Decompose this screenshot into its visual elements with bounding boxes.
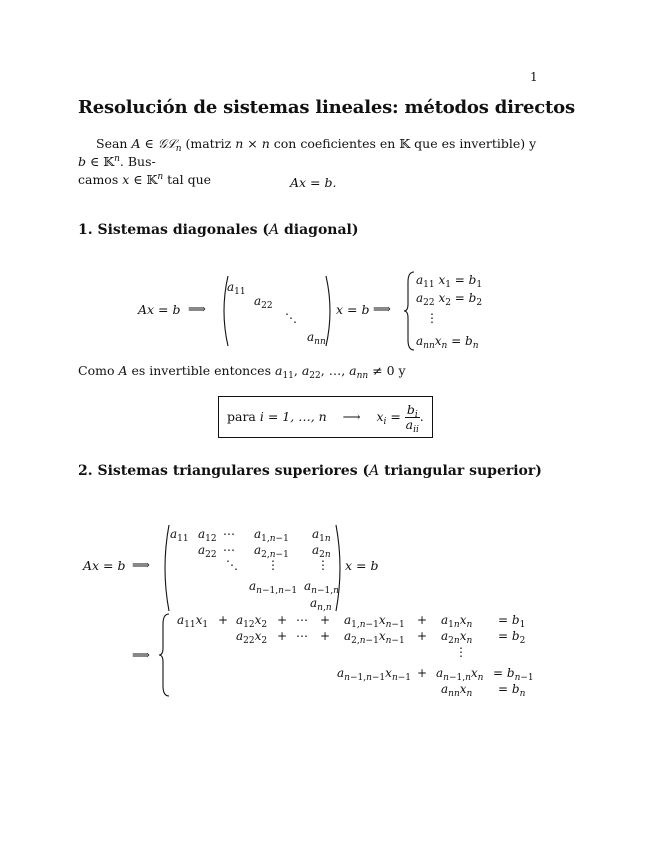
tri-rhs: x = b	[345, 558, 379, 573]
page-title: Resolución de sistemas lineales: métodos directos	[78, 97, 575, 118]
main-equation: Ax = b.	[290, 175, 337, 190]
tri-hdots-2: ⋯	[223, 543, 235, 557]
diag-ddots: ⋱	[285, 311, 297, 325]
diag-ann: $a_{nn}$	[307, 330, 326, 347]
tri-ann: $a_{n,n}$	[310, 596, 332, 613]
word-invertible: es invertible entonces	[131, 363, 271, 378]
diag-rhs: x = b	[336, 302, 370, 317]
sys-r2-p2: +	[277, 629, 288, 643]
word-bus: . Bus-	[119, 154, 156, 169]
tri-a11: $a_{11}$	[170, 527, 189, 544]
word-que-es: que es invertible) y	[414, 136, 537, 151]
box-num: b	[406, 402, 415, 417]
field-symbol: 𝕂	[399, 136, 411, 151]
tri-an1n: $a_{n-1,n}$	[304, 579, 339, 596]
sys-r1-t1: $a_{11}x_1$	[177, 613, 209, 630]
tri-a2n: $a_{2n}$	[312, 543, 331, 560]
tri-ddots: ⋱	[226, 558, 238, 572]
sys-r1-dots: ⋯	[296, 613, 308, 627]
section-1-title-b: diagonal)	[279, 222, 359, 238]
sys-r2-eq: = $b_2$	[498, 629, 526, 646]
section-2-title-var: A	[369, 463, 380, 479]
sys-r1-eq-sign: =	[498, 613, 509, 627]
sys-r1-eq: = $b_1$	[498, 613, 526, 630]
box-den: a	[405, 417, 414, 432]
sys-r2-t2: $a_{22}x_2$	[236, 629, 268, 646]
sys-r1-p2: +	[277, 613, 288, 627]
tri-matrix-right-paren	[334, 525, 344, 611]
sys-r2-eq-sign: =	[498, 629, 509, 643]
word-coef: con coeficientes en	[273, 136, 396, 151]
sys-r3-vdots: ⋮	[455, 645, 467, 659]
sys-r1-t2: $a_{12}x_2$	[236, 613, 268, 630]
page-number: 1	[530, 70, 538, 84]
tri-implies-1: ⟹	[132, 557, 150, 572]
section-1-heading	[78, 222, 358, 238]
section-1-title-a: 1. Sistemas diagonales (	[78, 222, 269, 238]
solution-box: para i = 1, …, n ⟶ $x_i$ = $\frac{b_i}{a_{ii}}$ .	[218, 396, 433, 438]
diag-eq-2: $a_{22}$ $x_2 = b_2$	[416, 291, 483, 308]
diag-vdots: ⋮	[426, 311, 438, 325]
section-2-heading	[78, 463, 542, 479]
diag-system-brace	[406, 272, 416, 350]
diag-implies-2: ⟹	[373, 301, 391, 316]
tri-an1n1: $a_{n-1,n-1}$	[249, 579, 298, 596]
sys-r2-p3: +	[320, 629, 331, 643]
tri-a2n1: $a_{2,n-1}$	[254, 543, 289, 560]
word-tal-que: tal que	[167, 172, 212, 187]
tri-a1n: $a_{1n}$	[312, 527, 331, 544]
diag-eq-1: $a_{11}$ $x_1 = b_1$	[416, 273, 483, 290]
diag-implies-1: ⟹	[188, 301, 206, 316]
sys-r4-eq: = $b_{n-1}$	[493, 666, 534, 683]
box-xi: x	[376, 409, 384, 424]
diag-eq-n: $a_{nn}x_n = b_n$	[416, 334, 479, 351]
como-line: Como A es invertible entonces $a_{11}$, $a_{22}$, …, $a_{nn} \ne 0$ y	[78, 363, 406, 381]
word-matriz: (matriz	[185, 136, 232, 151]
sys-r1-t3: $a_{1,n-1}x_{n-1}$	[344, 613, 405, 630]
tri-lhs: Ax = b	[83, 558, 126, 573]
diag-a11: $a_{11}$	[227, 280, 246, 297]
diag-matrix-right-paren	[324, 276, 334, 346]
sys-r2-p4: +	[417, 629, 428, 643]
sys-r5-eq-sign: =	[498, 682, 509, 696]
tri-vdots-1: ⋮	[267, 558, 279, 572]
sys-r1-p3: +	[320, 613, 331, 627]
diag-lhs: Ax = b	[138, 302, 181, 317]
sys-r4-p4: +	[417, 666, 428, 680]
tri-system-brace	[161, 614, 171, 696]
diag-a22: $a_{22}$	[254, 294, 273, 311]
tri-a22: $a_{22}$	[198, 543, 217, 560]
sys-r2-t4: $a_{2n}x_n$	[441, 629, 473, 646]
tri-a12: $a_{12}$	[198, 527, 217, 544]
tri-vdots-2: ⋮	[317, 558, 329, 572]
word-camos: camos	[78, 172, 119, 187]
sys-r2-dots: ⋯	[296, 629, 308, 643]
sys-r1-p4: +	[417, 613, 428, 627]
section-2-title-a: 2. Sistemas triangulares superiores (	[78, 463, 370, 479]
box-range: i = 1, …, n	[259, 409, 327, 424]
word-neq-zero: ≠ 0 y	[372, 363, 406, 378]
sys-r1-p1: +	[218, 613, 229, 627]
intro-paragraph: Sean A ∈ 𝒢ℒ$_n$ (matriz n × n con coeficientes en 𝕂 que es invertible) y b ∈ 𝕂$^n$. Bus- camos x ∈ 𝕂$^n$ tal que	[78, 136, 537, 187]
sys-r4-t4: $a_{n-1,n}x_n$	[436, 666, 484, 683]
sys-r5-eq: = $b_n$	[498, 682, 526, 699]
sys-r1-t4: $a_{1n}x_n$	[441, 613, 473, 630]
times-symbol: ×	[247, 136, 258, 151]
tri-implies-2: ⟹	[132, 647, 150, 662]
section-2-title-b: triangular superior)	[379, 463, 542, 479]
sys-r4-eq-sign: =	[493, 666, 504, 680]
sys-r5-t4: $a_{nn}x_n$	[441, 682, 473, 699]
sys-r4-t3: $a_{n-1,n-1}x_{n-1}$	[337, 666, 412, 683]
word-como: Como	[78, 363, 115, 378]
sys-r2-t3: $a_{2,n-1}x_{n-1}$	[344, 629, 405, 646]
box-arrow: ⟶	[342, 409, 361, 424]
word-sean: Sean	[96, 136, 128, 151]
tri-hdots-1: ⋯	[223, 527, 235, 541]
section-1-title-var: A	[268, 222, 280, 238]
box-para: para	[227, 409, 256, 424]
box-fraction: $\frac{b_i}{a_{ii}}$	[405, 402, 419, 435]
tri-a1n1: $a_{1,n-1}$	[254, 527, 289, 544]
